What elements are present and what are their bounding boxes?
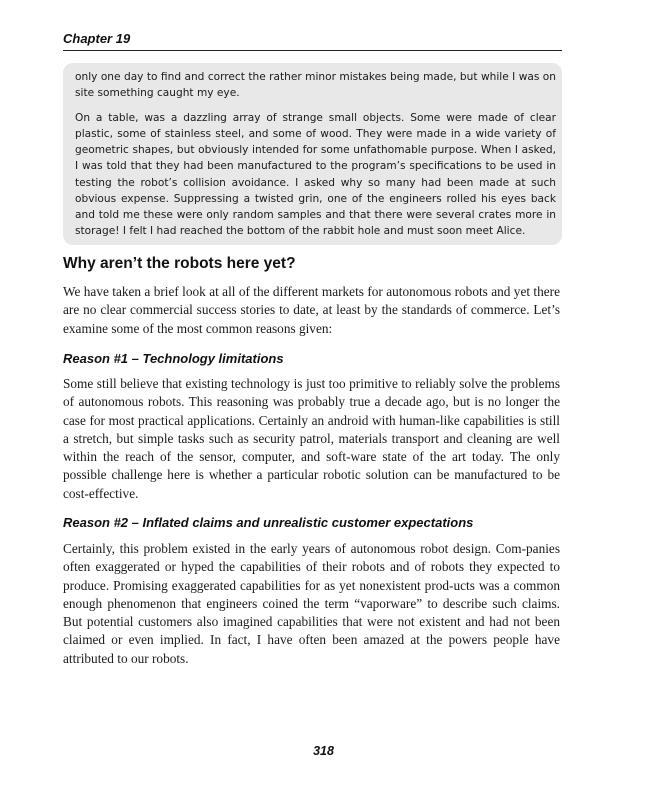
reason-2-paragraph: Certainly, this problem existed in the early years of autonomous robot design. Com-panies often exaggerated or hyped the capabilities of their robots and of robots they expected to produce. Promising exaggerated capabilities for as yet nonexistent prod-ucts was a common enough phenomenon that engineers coined the term “vaporware” to describe such claims. But potential customers also imagined capabilities that were not existent and had not been claimed or even implied. In fact, I have often been amazed at the powers people have attributed to our robots.: [63, 541, 560, 666]
page-number: 318: [313, 744, 334, 758]
sidebar-paragraph-2: On a table, was a dazzling array of strange small objects. Some were made of clear plastic, some of stainless steel, and some of wood. They were made in a wide variety of geometric shapes, but obviously intended for some unfathomable purpose. When I asked, I was told that they had been manufactured to the program’s specifications to be used in testing the robot’s collision avoidance. I asked why so many had been made at such obvious expense. Suppressing a twisted grin, one of the engineers rolled his eyes back and told me these were only random samples and that there were several crates more in storage! I felt I had reached the bottom of the rabbit hole and must soon meet Alice.: [75, 112, 556, 237]
reason-1-paragraph: Some still believe that existing technology is just too primitive to reliably solve the problems of autonomous robots. This reasoning was probably true a decade ago, but is no longer the case for most practical applications. Certainly an android with human-like capabilities is still a stretch, but simple tasks such as security patrol, materials transport and cleaning are well within the reach of the sensor, computer, and soft-ware state of the art today. The only possible challenge here is whether a particular robotic solution can be manufactured to be cost-effective.: [63, 376, 560, 501]
reason-1-heading: Reason #1 – Technology limitations: [63, 351, 284, 366]
sidebar-box: [63, 63, 562, 245]
chapter-title: Chapter 19: [63, 31, 131, 46]
intro-paragraph: We have taken a brief look at all of the different markets for autonomous robots and yet there are no clear commercial success stories to date, at least by the standards of commerce. Let’s examine some of the most common reasons given:: [63, 284, 560, 336]
sidebar-paragraph-1: only one day to find and correct the rather minor mistakes being made, but while I was on site something caught my eye.: [75, 71, 556, 100]
running-head: [63, 30, 562, 51]
reason-2-heading: Reason #2 – Inflated claims and unrealistic customer expectations: [63, 515, 474, 530]
section-heading: Why aren’t the robots here yet?: [63, 255, 296, 272]
